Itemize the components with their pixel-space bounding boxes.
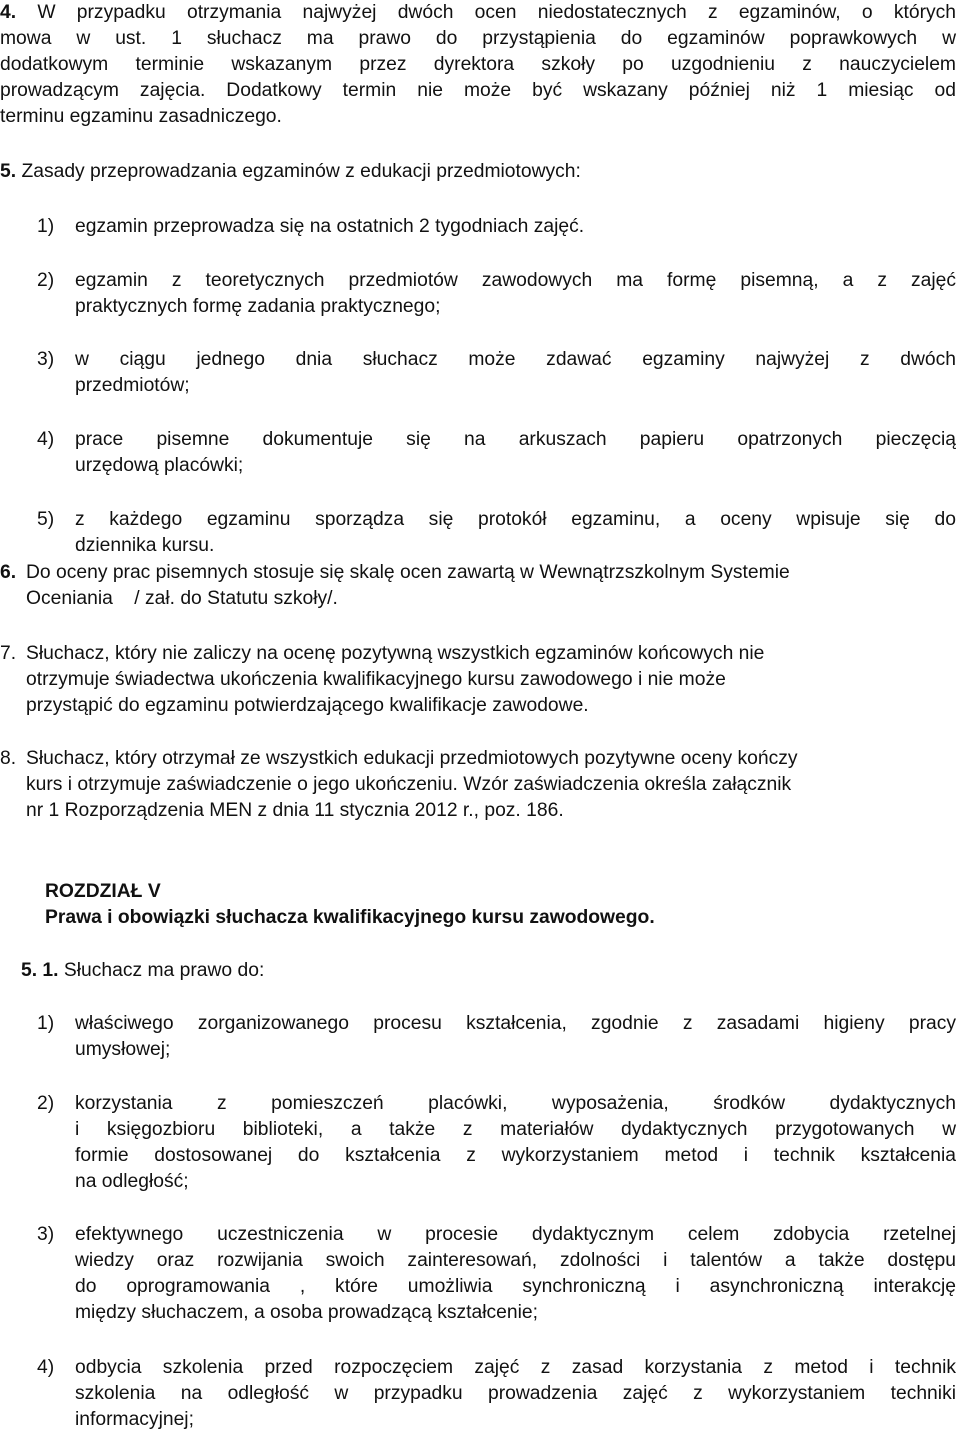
list-item bbox=[37, 347, 956, 399]
paragraph-number: 7. bbox=[0, 643, 17, 664]
paragraph-number: 8. bbox=[0, 748, 17, 769]
list-number: 2) bbox=[37, 1093, 55, 1114]
paragraph-line: otrzymuje świadectwa ukończenia kwalifikacyjnego kursu zawodowego i nie może bbox=[26, 669, 726, 690]
paragraph-line: przystąpić do egzaminu potwierdzającego kwalifikacje zawodowe. bbox=[26, 695, 589, 716]
paragraph-7 bbox=[0, 641, 956, 719]
paragraph-5 bbox=[0, 159, 956, 185]
list-text: i księgozbioru biblioteki, a także z materiałów dydaktycznych przygotowanych w bbox=[75, 1119, 956, 1140]
list-item bbox=[37, 214, 956, 240]
list-number: 2) bbox=[37, 270, 55, 291]
list-number: 1) bbox=[37, 1013, 55, 1034]
paragraph-line: nr 1 Rozporządzenia MEN z dnia 11 stycznia 2012 r., poz. 186. bbox=[26, 800, 564, 821]
list-text: do oprogramowania , które umożliwia synchroniczną i asynchroniczną interakcję bbox=[75, 1276, 956, 1297]
paragraph-number: 5. bbox=[0, 161, 17, 182]
chapter-title: ROZDZIAŁ V bbox=[45, 881, 161, 902]
chapter-subtitle: Prawa i obowiązki słuchacza kwalifikacyjnego kursu zawodowego. bbox=[45, 907, 655, 928]
paragraph-4 bbox=[0, 0, 956, 130]
list-item bbox=[37, 1355, 956, 1433]
paragraph-line: Oceniania / zał. do Statutu szkoły/. bbox=[26, 588, 338, 609]
list-text: korzystania z pomieszczeń placówki, wyposażenia, środków dydaktycznych bbox=[75, 1093, 956, 1114]
paragraph-line: Słuchacz, który nie zaliczy na ocenę pozytywną wszystkich egzaminów końcowych nie bbox=[26, 643, 765, 664]
list-number: 5) bbox=[37, 509, 55, 530]
paragraph-6 bbox=[0, 560, 956, 612]
list-text: praktycznych formę zadania praktycznego; bbox=[75, 296, 441, 317]
list-text: efektywnego uczestniczenia w procesie dydaktycznym celem zdobycia rzetelnej bbox=[75, 1224, 956, 1245]
list-number: 4) bbox=[37, 429, 55, 450]
list-item bbox=[37, 427, 956, 479]
paragraph-line: mowa w ust. 1 słuchacz ma prawo do przystąpienia do egzaminów poprawkowych w bbox=[0, 28, 956, 49]
list-text: wiedzy oraz rozwijania swoich zainteresowań, zdolności i talentów a także dostępu bbox=[75, 1250, 956, 1271]
list-item bbox=[37, 1091, 956, 1195]
list-text: umysłowej; bbox=[75, 1039, 171, 1060]
paragraph-line: W przypadku otrzymania najwyżej dwóch ocen niedostatecznych z egzaminów, o których bbox=[37, 2, 956, 23]
list-text: dziennika kursu. bbox=[75, 535, 215, 556]
list-text: informacyjnej; bbox=[75, 1409, 194, 1430]
list-text: w ciągu jednego dnia słuchacz może zdawać egzaminy najwyżej z dwóch bbox=[75, 349, 956, 370]
section-5-1 bbox=[21, 958, 951, 984]
paragraph-line: Do oceny prac pisemnych stosuje się skalę ocen zawartą w Wewnątrzszkolnym Systemie bbox=[26, 562, 790, 583]
list-text: z każdego egzaminu sporządza się protokół egzaminu, a oceny wpisuje się do bbox=[75, 509, 956, 530]
list-text: egzamin przeprowadza się na ostatnich 2 tygodniach zajęć. bbox=[75, 216, 585, 237]
list-number: 4) bbox=[37, 1357, 55, 1378]
list-text: odbycia szkolenia przed rozpoczęciem zajęć z zasad korzystania z metod i technik bbox=[75, 1357, 956, 1378]
list-text: na odległość; bbox=[75, 1171, 189, 1192]
paragraph-line: Słuchacz, który otrzymał ze wszystkich edukacji przedmiotowych pozytywne oceny kończy bbox=[26, 748, 798, 769]
paragraph-line: prowadzącym zajęcia. Dodatkowy termin nie może być wskazany później niż 1 miesiąc od bbox=[0, 80, 956, 101]
list-number: 1) bbox=[37, 216, 55, 237]
paragraph-line: kurs i otrzymuje zaświadczenie o jego ukończeniu. Wzór zaświadczenia określa załącznik bbox=[26, 774, 792, 795]
paragraph-number: 4. bbox=[0, 2, 17, 23]
list-item bbox=[37, 507, 956, 559]
list-number: 3) bbox=[37, 1224, 55, 1245]
list-text: prace pisemne dokumentuje się na arkuszach papieru opatrzonych pieczęcią bbox=[75, 429, 956, 450]
paragraph-number: 6. bbox=[0, 562, 17, 583]
list-text: urzędową placówki; bbox=[75, 455, 244, 476]
list-text: przedmiotów; bbox=[75, 375, 190, 396]
list-text: właściwego zorganizowanego procesu kształcenia, zgodnie z zasadami higieny pracy bbox=[75, 1013, 956, 1034]
list-text: egzamin z teoretycznych przedmiotów zawodowych ma formę pisemną, a z zajęć bbox=[75, 270, 956, 291]
paragraph-line: terminu egzaminu zasadniczego. bbox=[0, 106, 282, 127]
list-item bbox=[37, 268, 956, 320]
section-text: Słuchacz ma prawo do: bbox=[63, 960, 265, 981]
list-text: szkolenia na odległość w przypadku prowadzenia zajęć z wykorzystaniem techniki bbox=[75, 1383, 956, 1404]
paragraph-8 bbox=[0, 746, 956, 824]
list-text: między słuchaczem, a osoba prowadzącą kształcenie; bbox=[75, 1302, 538, 1323]
list-text: formie dostosowanej do kształcenia z wykorzystaniem metod i technik kształcenia bbox=[75, 1145, 956, 1166]
section-number: 5. 1. bbox=[21, 960, 59, 981]
paragraph-text: Zasady przeprowadzania egzaminów z edukacji przedmiotowych: bbox=[21, 161, 581, 182]
paragraph-line: dodatkowym terminie wskazanym przez dyrektora szkoły po uzgodnieniu z nauczycielem bbox=[0, 54, 956, 75]
list-item bbox=[37, 1222, 956, 1326]
list-item bbox=[37, 1011, 956, 1063]
chapter-heading bbox=[45, 879, 945, 931]
list-number: 3) bbox=[37, 349, 55, 370]
